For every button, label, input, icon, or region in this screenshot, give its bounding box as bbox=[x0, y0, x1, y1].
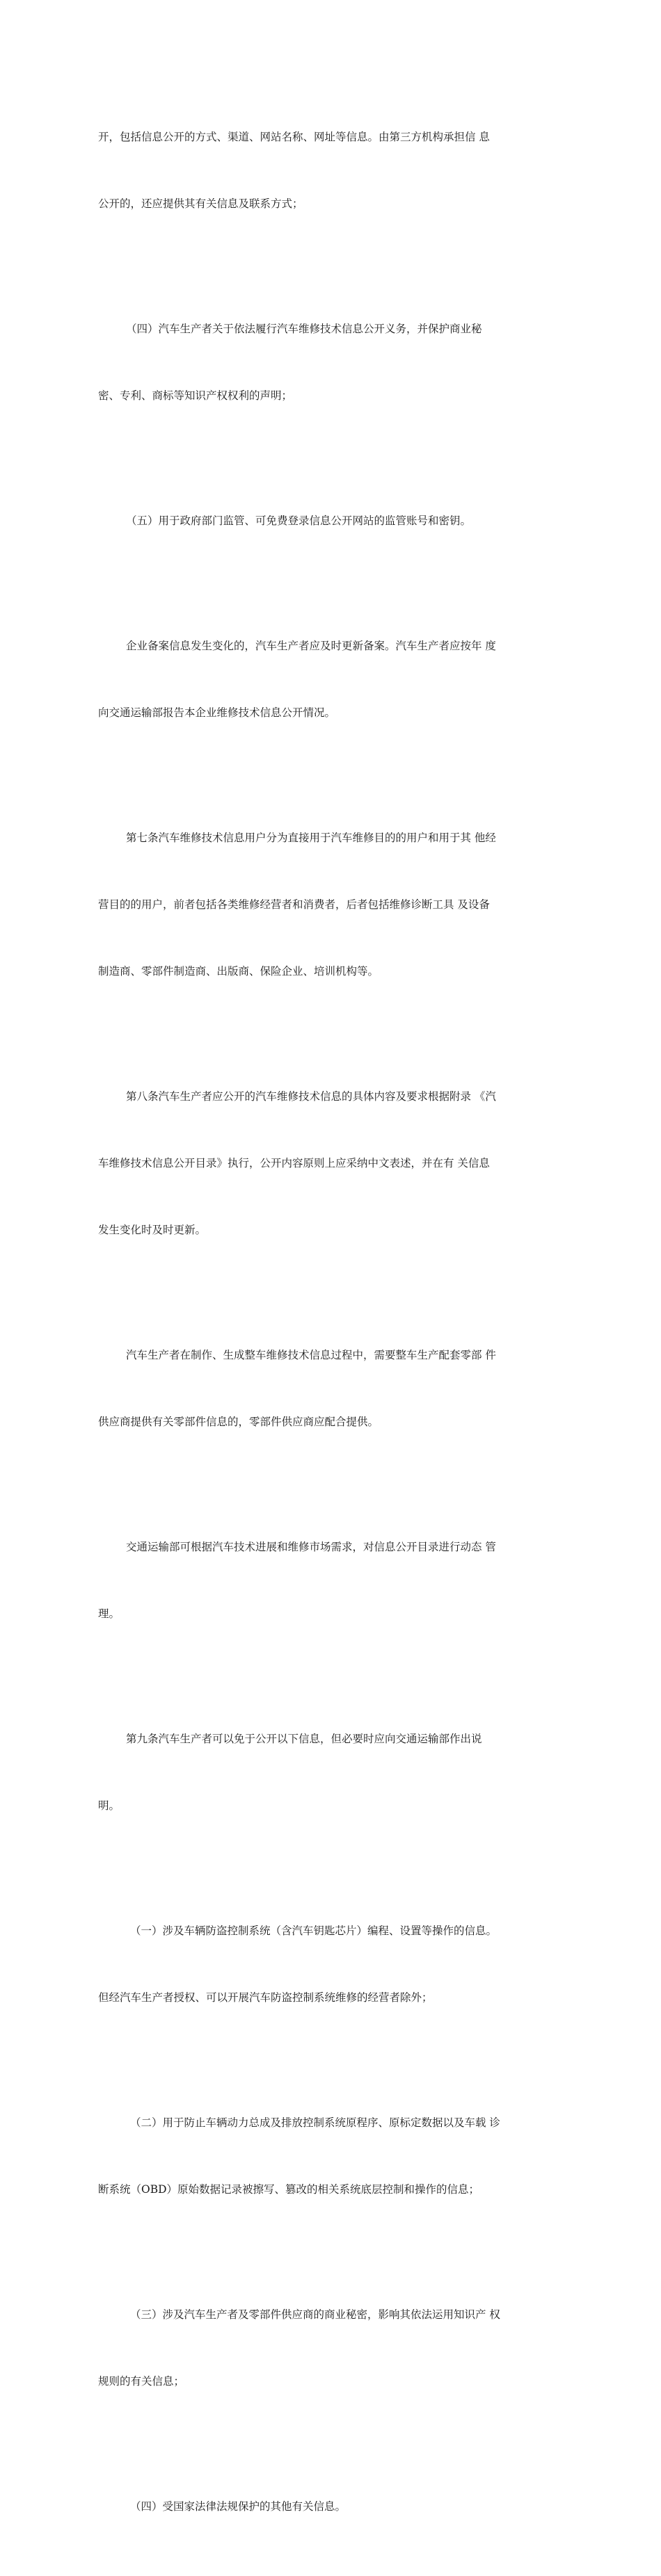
paragraph-line: 营目的的用户，前者包括各类维修经营者和消费者，后者包括维修诊断工具 及设备 bbox=[98, 898, 490, 911]
paragraph-line: 向交通运输部报告本企业维修技术信息公开情况。 bbox=[98, 706, 336, 719]
paragraph-line: （一）涉及车辆防盗控制系统（含汽车钥匙芯片）编程、设置等操作的信息。 bbox=[130, 1925, 497, 1937]
paragraph-line: 车维修技术信息公开目录》执行，公开内容原则上应采纳中文表述，并在有 关信息 bbox=[98, 1157, 490, 1169]
paragraph-line: 规则的有关信息； bbox=[98, 2375, 185, 2388]
paragraph-line: （五）用于政府部门监管、可免费登录信息公开网站的监管账号和密钥。 bbox=[126, 515, 472, 527]
paragraph-item-4-declaration bbox=[98, 273, 571, 451]
paragraph-article-8 bbox=[98, 1041, 571, 1286]
paragraph-filing-update bbox=[98, 590, 571, 768]
paragraph-dynamic-management bbox=[98, 1491, 571, 1669]
paragraph-line: 第九条汽车生产者可以免于公开以下信息，但必要时应向交通运输部作出说 bbox=[126, 1733, 482, 1745]
paragraph-line: 但经汽车生产者授权、可以开展汽车防盗控制系统维修的经营者除外； bbox=[98, 1991, 433, 2004]
paragraph-line: （三）涉及汽车生产者及零部件供应商的商业秘密，影响其依法运用知识产 权 bbox=[130, 2308, 500, 2321]
paragraph-article-9 bbox=[98, 1683, 571, 1861]
document-body bbox=[98, 81, 571, 2576]
paragraph-line: （四）受国家法律法规保护的其他有关信息。 bbox=[130, 2500, 347, 2513]
paragraph-line: （二）用于防止车辆动力总成及排放控制系统原程序、原标定数据以及车载 诊 bbox=[130, 2116, 500, 2129]
paragraph-exempt-item-1 bbox=[98, 1875, 571, 2053]
paragraph-line: 断系统（OBD）原始数据记录被擦写、篡改的相关系统底层控制和操作的信息； bbox=[98, 2183, 480, 2196]
paragraph-item-5-account bbox=[98, 465, 571, 576]
paragraph-continuation-disclosure bbox=[98, 81, 571, 259]
paragraph-line: 开，包括信息公开的方式、渠道、网站名称、网址等信息。由第三方机构承担信 息 bbox=[98, 131, 490, 143]
paragraph-line: 第七条汽车维修技术信息用户分为直接用于汽车维修目的的用户和用于其 他经 bbox=[126, 832, 496, 844]
paragraph-line: 明。 bbox=[98, 1799, 120, 1812]
paragraph-line: 发生变化时及时更新。 bbox=[98, 1224, 207, 1236]
paragraph-supplier-cooperation bbox=[98, 1299, 571, 1477]
paragraph-exempt-item-2 bbox=[98, 2067, 571, 2245]
paragraph-line: 汽车生产者在制作、生成整车维修技术信息过程中，需要整车生产配套零部 件 bbox=[126, 1349, 496, 1361]
paragraph-line: 制造商、零部件制造商、出版商、保险企业、培训机构等。 bbox=[98, 965, 379, 978]
paragraph-line: 交通运输部可根据汽车技术进展和维修市场需求，对信息公开目录进行动态 管 bbox=[126, 1541, 496, 1553]
paragraph-line: 第八条汽车生产者应公开的汽车维修技术信息的具体内容及要求根据附录 《汽 bbox=[126, 1090, 496, 1103]
paragraph-line: 企业备案信息发生变化的，汽车生产者应及时更新备案。汽车生产者应按年 度 bbox=[126, 640, 496, 652]
paragraph-line: （四）汽车生产者关于依法履行汽车维修技术信息公开义务，并保护商业秘 bbox=[126, 323, 482, 335]
paragraph-exempt-item-4 bbox=[98, 2451, 571, 2562]
paragraph-line: 公开的，还应提供其有关信息及联系方式； bbox=[98, 197, 303, 210]
paragraph-line: 供应商提供有关零部件信息的，零部件供应商应配合提供。 bbox=[98, 1416, 379, 1428]
paragraph-exempt-item-3 bbox=[98, 2259, 571, 2437]
paragraph-line: 理。 bbox=[98, 1607, 120, 1620]
paragraph-line: 密、专利、商标等知识产权权利的声明； bbox=[98, 389, 293, 402]
paragraph-article-7 bbox=[98, 782, 571, 1027]
